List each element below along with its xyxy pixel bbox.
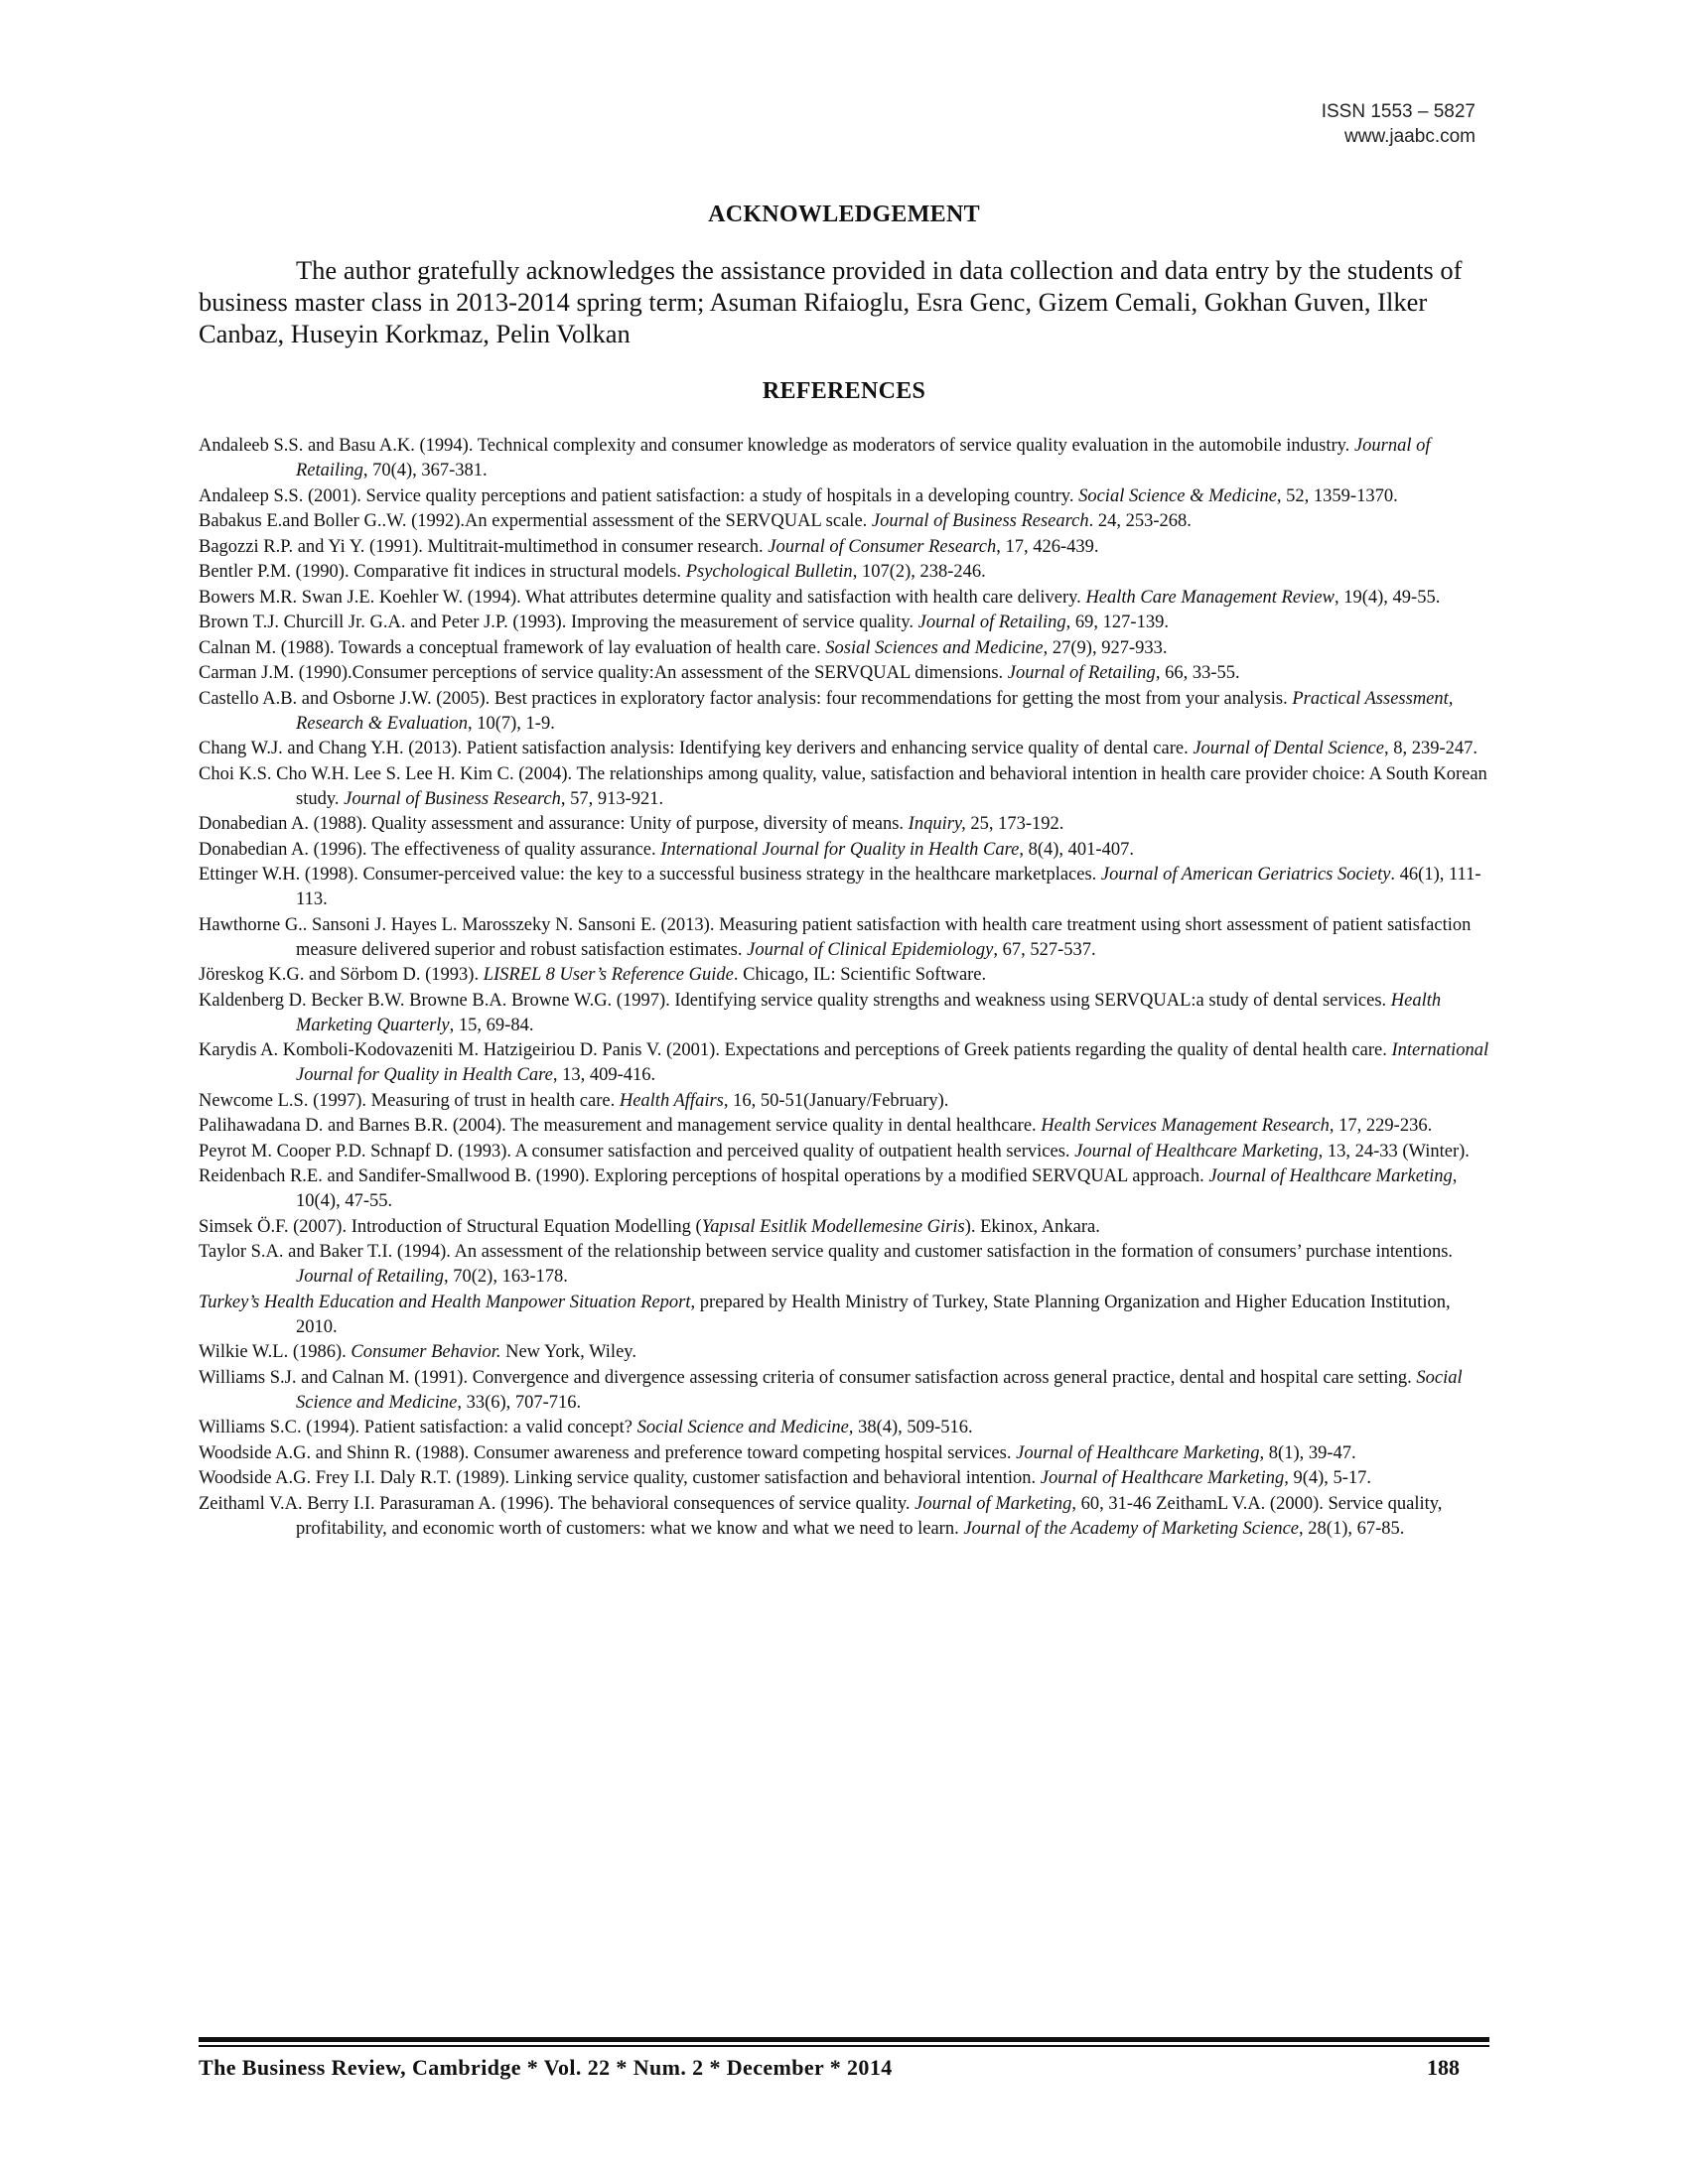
website-url[interactable]: www.jaabc.com [1344,126,1476,147]
reference-item: Williams S.J. and Calnan M. (1991). Convergence and divergence assessing criteria of consumer satisfaction across general practice, dental and hospital care setting. Social Science and Medicine, 33(6), 707-716. [199,1367,1463,1413]
reference-item: Reidenbach R.E. and Sandifer-Smallwood B. (1990). Exploring perceptions of hospital operations by a modified SERVQUAL approach. Journal of Healthcare Marketing, 10(4), 47-55. [199,1166,1458,1211]
reference-item: Andaleeb S.S. and Basu A.K. (1994). Technical complexity and consumer knowledge as moderators of service quality evaluation in the automobile industry. Journal of Retailing, 70(4), 367-381. [199,436,1431,480]
reference-item: Bagozzi R.P. and Yi Y. (1991). Multitrait-multimethod in consumer research. Journal of Consumer Research, 17, 426-439. [199,536,1099,557]
footer-divider [199,2037,1489,2042]
reference-item: Calnan M. (1988). Towards a conceptual framework of lay evaluation of health care. Sosial Sciences and Medicine, 27(9), 927-933. [199,637,1168,658]
page-number: 188 [1427,2055,1460,2080]
acknowledgement-text: The author gratefully acknowledges the assistance provided in data collection and data entry by the students of business master class in 2013-2014 spring term; Asuman Rifaioglu, Esra Genc, Gizem Cemali, Gokhan Guven, Ilker Canbaz, Huseyin Korkmaz, Pelin Volkan [199,255,1463,348]
issn-block [1322,99,1476,149]
reference-item: Karydis A. Komboli-Kodovazeniti M. Hatzigeiriou D. Panis V. (2001). Expectations and perceptions of Greek patients regarding the quality of dental health care. International Journal for Quality in Health Care, 13, 409-416. [199,1040,1489,1085]
references-heading: REFERENCES [762,378,926,404]
reference-item: Choi K.S. Cho W.H. Lee S. Lee H. Kim C. (2004). The relationships among quality, value, satisfaction and behavioral intention in health care provider choice: A South Korean study. Journal of Business Research, 57, 913-921. [199,763,1487,809]
reference-item: Hawthorne G.. Sansoni J. Hayes L. Marosszeky N. Sansoni E. (2013). Measuring patient satisfaction with health care treatment using short assessment of patient satisfaction measure delivered superior and robust satisfaction estimates. Journal of Clinical Epidemiology, 67, 527-537. [199,914,1472,960]
reference-item: Andaleep S.S. (2001). Service quality perceptions and patient satisfaction: a study of hospitals in a developing country. Social Science & Medicine, 52, 1359-1370. [199,485,1398,506]
reference-item: Taylor S.A. and Baker T.I. (1994). An assessment of the relationship between service quality and customer satisfaction in the formation of consumers’ purchase intentions. Journal of Retailing, 70(2), 163-178. [199,1242,1454,1287]
acknowledgement-heading: ACKNOWLEDGEMENT [708,202,980,227]
reference-item: Bowers M.R. Swan J.E. Koehler W. (1994). What attributes determine quality and satisfaction with health care delivery. Health Care Management Review, 19(4), 49-55. [199,587,1441,608]
reference-item: Jöreskog K.G. and Sörbom D. (1993). LISREL 8 User’s Reference Guide. Chicago, IL: Scientific Software. [199,965,987,985]
reference-item: Ettinger W.H. (1998). Consumer-perceived value: the key to a successful business strategy in the healthcare marketplaces. Journal of American Geriatrics Society. 46(1), 111-113. [199,865,1481,909]
reference-item: Zeithaml V.A. Berry I.I. Parasuraman A. (1996). The behavioral consequences of service quality. Journal of Marketing, 60, 31-46 ZeithamL V.A. (2000). Service quality, profitability, and economic worth of customers: what we know and what we need to learn. Journal of the Academy of Marketing Science, 28(1), 67-85. [199,1493,1443,1539]
reference-item: Simsek Ö.F. (2007). Introduction of Structural Equation Modelling (Yapısal Esitlik Modellemesine Giris). Ekinox, Ankara. [199,1216,1100,1237]
reference-item: Carman J.M. (1990).Consumer perceptions of service quality:An assessment of the SERVQUAL dimensions. Journal of Retailing, 66, 33-55. [199,663,1240,683]
reference-list [199,434,1489,1542]
reference-item: Wilkie W.L. (1986). Consumer Behavior. New York, Wiley. [199,1342,636,1362]
reference-item: Babakus E.and Boller G..W. (1992).An expermential assessment of the SERVQUAL scale. Journal of Business Research. 24, 253-268. [199,511,1192,531]
reference-item: Newcome L.S. (1997). Measuring of trust in health care. Health Affairs, 16, 50-51(January/February). [199,1090,949,1111]
reference-item: Castello A.B. and Osborne J.W. (2005). Best practices in exploratory factor analysis: four recommendations for getting the most from your analysis. Practical Assessment, Research & Evaluation, 10(7), 1-9. [199,688,1454,734]
reference-item: Kaldenberg D. Becker B.W. Browne B.A. Browne W.G. (1997). Identifying service quality strengths and weakness using SERVQUAL:a study of dental services. Health Marketing Quarterly, 15, 69-84. [199,990,1442,1035]
issn-number: ISSN 1553 – 5827 [1321,101,1476,122]
reference-item: Chang W.J. and Chang Y.H. (2013). Patient satisfaction analysis: Identifying key derivers and enhancing service quality of dental care. Journal of Dental Science, 8, 239-247. [199,739,1478,758]
reference-item: Donabedian A. (1988). Quality assessment and assurance: Unity of purpose, diversity of means. Inquiry, 25, 173-192. [199,814,1064,834]
reference-item: Donabedian A. (1996). The effectiveness of quality assurance. International Journal for Quality in Health Care, 8(4), 401-407. [199,839,1134,860]
reference-item: Brown T.J. Churcill Jr. G.A. and Peter J.P. (1993). Improving the measurement of service quality. Journal of Retailing, 69, 127-139. [199,613,1169,632]
reference-item: Woodside A.G. and Shinn R. (1988). Consumer awareness and preference toward competing hospital services. Journal of Healthcare Marketing, 8(1), 39-47. [199,1442,1356,1463]
page-footer [199,2051,1489,2091]
reference-item: Bentler P.M. (1990). Comparative fit indices in structural models. Psychological Bulletin, 107(2), 238-246. [199,562,986,582]
reference-item: Turkey’s Health Education and Health Manpower Situation Report, prepared by Health Ministry of Turkey, State Planning Organization and Higher Education Institution, 2010. [199,1292,1451,1337]
reference-item: Peyrot M. Cooper P.D. Schnapf D. (1993). A consumer satisfaction and perceived quality of outpatient health services. Journal of Healthcare Marketing, 13, 24-33 (Winter). [199,1141,1470,1161]
footer-divider-thin [199,2045,1489,2047]
journal-citation: The Business Review, Cambridge * Vol. 22 * Num. 2 * December * 2014 [199,2055,893,2080]
reference-item: Palihawadana D. and Barnes B.R. (2004). The measurement and management service quality in dental healthcare. Health Services Management Research, 17, 229-236. [199,1116,1433,1136]
reference-item: Williams S.C. (1994). Patient satisfaction: a valid concept? Social Science and Medicine, 38(4), 509-516. [199,1418,973,1437]
reference-item: Woodside A.G. Frey I.I. Daly R.T. (1989). Linking service quality, customer satisfaction and behavioral intention. Journal of Healthcare Marketing, 9(4), 5-17. [199,1468,1372,1488]
